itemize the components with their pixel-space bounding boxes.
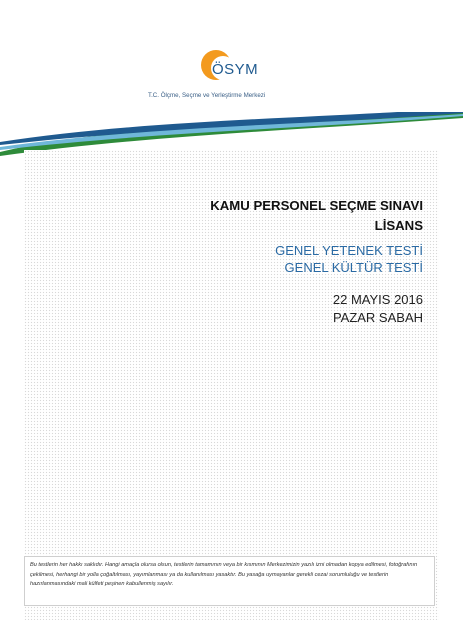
- exam-date: 22 MAYIS 2016: [332, 292, 423, 307]
- logo-subtitle: T.C. Ölçme, Seçme ve Yerleştirme Merkezi: [148, 92, 266, 99]
- copyright-notice-box: [24, 556, 435, 606]
- exam-title: KAMU PERSONEL SEÇME SINAVI: [210, 198, 423, 213]
- test-name-2: GENEL KÜLTÜR TESTİ: [284, 260, 423, 275]
- exam-session: PAZAR SABAH: [332, 310, 423, 325]
- test-name-1: GENEL YETENEK TESTİ: [275, 243, 423, 258]
- copyright-notice: Bu testlerin her hakkı saklıdır. Hangi amaçla olursa olsun, testlerin tamamının veya bir kısmının Merkezimizin yazılı izni olmadan kopya edilmesi, fotoğrafının çekilmesi, herhangi bir yolla çoğaltılması, yayımlanması ya da kullanılması yasaktır. Bu yasağa uymayanlar gerekli cezai sorumluluğu ve testlerin hazırlanmasındaki mali külfeti peşinen kabullenmiş sayılır.: [30, 562, 418, 587]
- header: [0, 0, 463, 112]
- logo-text: ÖSYM: [212, 61, 259, 78]
- exam-level: LİSANS: [374, 218, 423, 233]
